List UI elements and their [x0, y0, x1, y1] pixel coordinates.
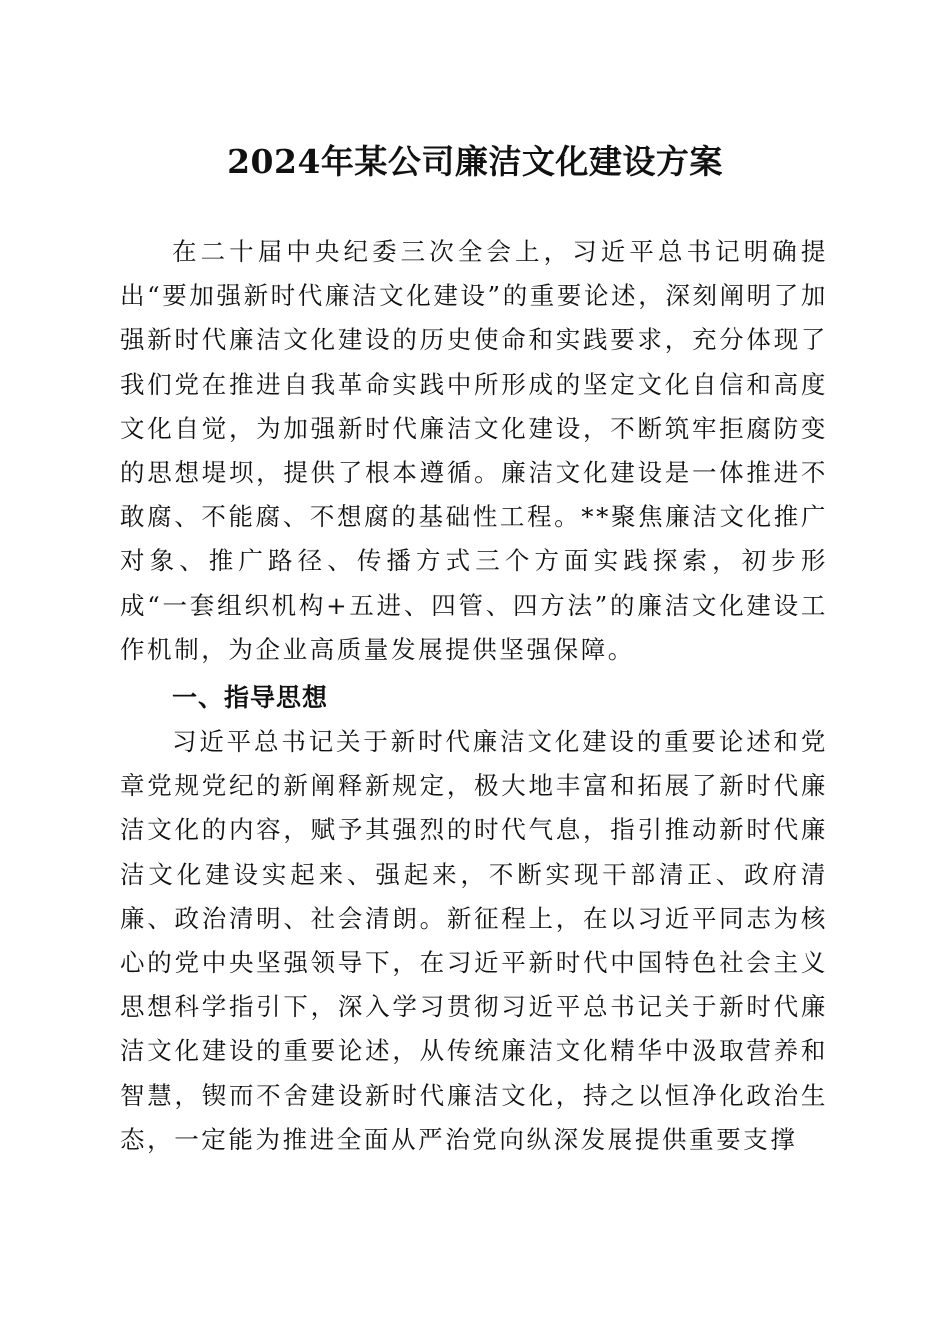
intro-paragraph: 在二十届中央纪委三次全会上，习近平总书记明确提出“要加强新时代廉洁文化建设”的重要论述，深刻阐明了加强新时代廉洁文化建设的历史使命和实践要求，充分体现了我们党在推进自我革命实践中所形成的坚定文化自信和高度文化自觉，为加强新时代廉洁文化建设，不断筑牢拒腐防变的思想堤坝，提供了根本遵循。廉洁文化建设是一体推进不敢腐、不能腐、不想腐的基础性工程。**聚焦廉洁文化推广对象、推广路径、传播方式三个方面实践探索，初步形成“一套组织机构+五进、四管、四方法”的廉洁文化建设工作机制，为企业高质量发展提供坚强保障。 — [120, 237, 828, 664]
document-title: 2024年某公司廉洁文化建设方案 — [227, 142, 723, 181]
section-paragraph-guiding-ideology: 习近平总书记关于新时代廉洁文化建设的重要论述和党章党规党纪的新阐释新规定，极大地丰富和拓展了新时代廉洁文化的内容，赋予其强烈的时代气息，指引推动新时代廉洁文化建设实起来、强起来，不断实现干部清正、政府清廉、政治清明、社会清朗。新征程上，在以习近平同志为核心的党中央坚强领导下，在习近平新时代中国特色社会主义思想科学指引下，深入学习贯彻习近平总书记关于新时代廉洁文化建设的重要论述，从传统廉洁文化精华中汲取营养和智慧，锲而不舍建设新时代廉洁文化，持之以恒净化政治生态，一定能为推进全面从严治党向纵深发展提供重要支撑 — [120, 727, 828, 1154]
section-heading-guiding-ideology: 一、指导思想 — [172, 683, 329, 712]
